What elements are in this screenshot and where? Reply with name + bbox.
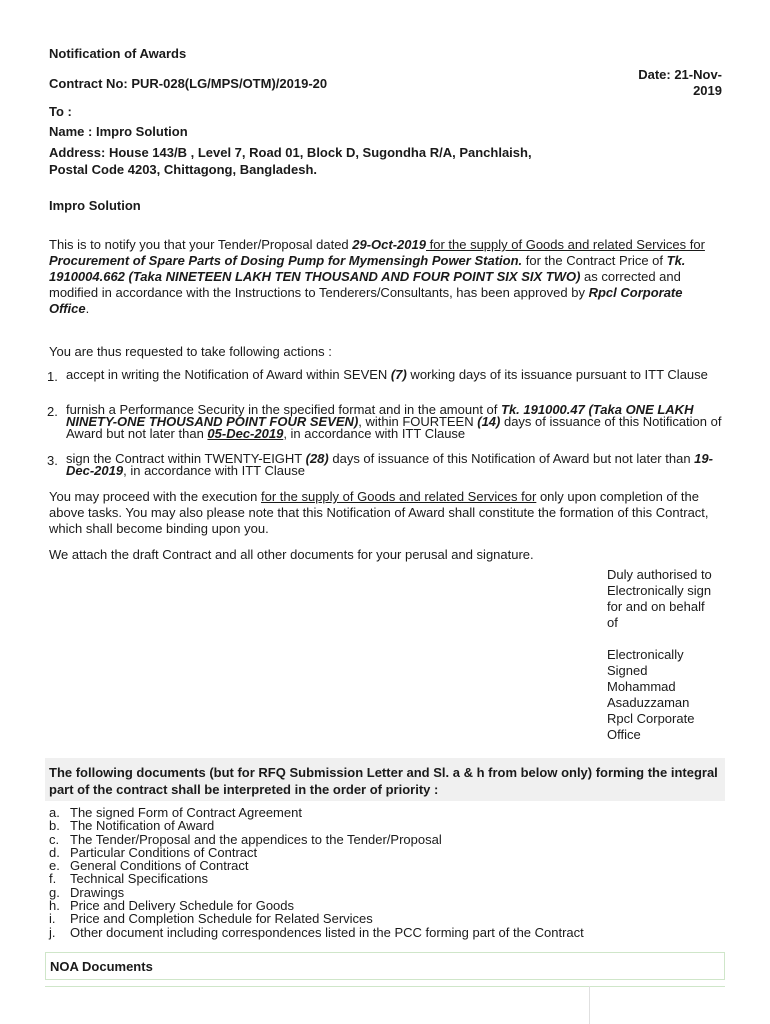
list-value: Price and Delivery Schedule for Goods bbox=[70, 898, 295, 914]
divider bbox=[45, 986, 725, 987]
list-item bbox=[49, 819, 584, 832]
p1-text-2: for the supply of Goods and related Services for bbox=[425, 237, 705, 252]
contract-price: Tk. 1910004.662 (Taka NINETEEN LAKH TEN THOUSAND AND FOUR POINT SIX SIX TWO) bbox=[49, 253, 686, 284]
list-key: a. bbox=[49, 805, 60, 820]
action-2-days: (14) bbox=[477, 414, 501, 429]
signature-line: Office bbox=[607, 727, 641, 742]
action-3-text-3: , in accordance with ITT Clause bbox=[123, 463, 305, 478]
action-number: 2. bbox=[47, 404, 58, 419]
signature-line: Electronically sign bbox=[607, 583, 712, 598]
p1-text-5: . bbox=[85, 301, 90, 316]
action-number: 1. bbox=[47, 369, 58, 384]
security-deadline: 05-Dec-2019 bbox=[207, 426, 284, 441]
list-key: b. bbox=[49, 818, 60, 834]
action-1-days: (7) bbox=[390, 367, 407, 382]
action-1-text-2: working days of its issuance pursuant to ITT Clause bbox=[406, 367, 708, 382]
approving-office: Rpcl Corporate Office bbox=[49, 285, 683, 316]
actions-intro: You are thus requested to take following actions : bbox=[49, 344, 332, 359]
list-value: The Notification of Award bbox=[70, 818, 215, 834]
performance-security-amount: Tk. 191000.47 (Taka ONE LAKH NINETY-ONE THOUSAND POINT FOUR SEVEN) bbox=[66, 402, 694, 429]
list-key: j. bbox=[49, 924, 56, 940]
signature-line: Rpcl Corporate bbox=[607, 711, 695, 726]
signature-authority bbox=[607, 567, 732, 631]
signature-line: Duly authorised to bbox=[607, 567, 712, 582]
action-number: 3. bbox=[47, 453, 58, 468]
p2-text-2: only upon completion of the above tasks. You may also please note that this Notification of Award shall constitute the formation of this Contract, which shall become binding upon you. bbox=[49, 489, 709, 536]
p2-underlined: for the supply of Goods and related Services for bbox=[261, 489, 537, 504]
list-item bbox=[49, 886, 584, 899]
list-value: Price and Completion Schedule for Related Services bbox=[70, 911, 373, 927]
signature-line: Signed bbox=[607, 663, 648, 678]
tender-date: 29-Oct-2019 bbox=[352, 237, 426, 252]
address-line-1: Address: House 143/B , Level 7, Road 01, Block D, Sugondha R/A, Panchlaish, bbox=[49, 145, 532, 160]
salutation: Impro Solution bbox=[49, 198, 141, 213]
p1-text-3: for the Contract Price of bbox=[522, 253, 667, 268]
action-text bbox=[66, 369, 726, 381]
list-key: h. bbox=[49, 898, 60, 914]
action-text bbox=[66, 404, 726, 440]
divider bbox=[589, 986, 590, 1024]
list-value: Particular Conditions of Contract bbox=[70, 844, 258, 860]
list-value: Other document including correspondences listed in the PCC forming part of the Contract bbox=[70, 924, 584, 940]
list-item bbox=[49, 806, 584, 819]
list-key: d. bbox=[49, 844, 60, 860]
list-value: Drawings bbox=[70, 884, 125, 900]
award-paragraph bbox=[49, 237, 721, 317]
list-item bbox=[49, 872, 584, 885]
recipient-address bbox=[49, 144, 532, 178]
signature-line: Mohammad bbox=[607, 679, 676, 694]
list-key: f. bbox=[49, 871, 57, 887]
p1-text-4: as corrected and modified in accordance with the Instructions to Tenderers/Consultants, has been approved by bbox=[49, 269, 681, 300]
list-key: i. bbox=[49, 911, 56, 927]
action-2-text-4: , in accordance with ITT Clause bbox=[283, 426, 466, 441]
list-key: g. bbox=[49, 884, 60, 900]
award-date bbox=[560, 67, 722, 99]
list-item bbox=[49, 926, 584, 939]
list-item bbox=[49, 899, 584, 912]
list-value: The Tender/Proposal and the appendices to the Tender/Proposal bbox=[70, 831, 442, 847]
documents-heading: The following documents (but for RFQ Submission Letter and Sl. a & h from below only) forming the integral part of the contract shall be interpreted in the order of priority : bbox=[49, 765, 718, 797]
list-value: The signed Form of Contract Agreement bbox=[70, 805, 302, 820]
list-key: c. bbox=[49, 831, 60, 847]
list-key: e. bbox=[49, 858, 60, 874]
action-3-text-1: sign the Contract within TWENTY-EIGHT bbox=[66, 451, 306, 466]
list-item bbox=[49, 859, 584, 872]
p2-text-1: You may proceed with the execution bbox=[49, 489, 261, 504]
contract-number: Contract No: PUR-028(LG/MPS/OTM)/2019-20 bbox=[49, 76, 328, 91]
list-item bbox=[49, 833, 584, 846]
action-2-text-3: days of issuance of this Notification of Award but not later than bbox=[66, 414, 722, 441]
document-title: Notification of Awards bbox=[49, 46, 187, 61]
action-2-text-2: , within FOURTEEN bbox=[358, 414, 478, 429]
execution-paragraph bbox=[49, 489, 721, 537]
signature-line: Electronically bbox=[607, 647, 684, 662]
to-label: To : bbox=[49, 104, 72, 119]
list-item bbox=[49, 846, 584, 859]
action-2-text-1: furnish a Performance Security in the specified format and in the amount of bbox=[66, 402, 502, 417]
action-3-text-2: days of issuance of this Notification of Award but not later than bbox=[328, 451, 695, 466]
procurement-title: Procurement of Spare Parts of Dosing Pump for Mymensingh Power Station. bbox=[49, 253, 523, 268]
signing-deadline: 19-Dec-2019 bbox=[66, 451, 713, 478]
list-value: General Conditions of Contract bbox=[70, 858, 249, 874]
action-text bbox=[66, 453, 726, 477]
award-date-line1: Date: 21-Nov- bbox=[638, 67, 722, 82]
list-item bbox=[49, 912, 584, 925]
award-date-line2: 2019 bbox=[693, 83, 722, 98]
address-line-2: Postal Code 4203, Chittagong, Bangladesh. bbox=[49, 162, 317, 177]
action-1-text-1: accept in writing the Notification of Award within SEVEN bbox=[66, 367, 391, 382]
attachment-paragraph: We attach the draft Contract and all other documents for your perusal and signature. bbox=[49, 547, 534, 562]
signature-signer bbox=[607, 647, 732, 743]
recipient-name: Name : Impro Solution bbox=[49, 124, 188, 139]
noa-documents-heading: NOA Documents bbox=[50, 959, 153, 974]
signature-line: of bbox=[607, 615, 618, 630]
p1-text-1: This is to notify you that your Tender/Proposal dated bbox=[49, 237, 353, 252]
signature-line: for and on behalf bbox=[607, 599, 705, 614]
signature-line: Asaduzzaman bbox=[607, 695, 690, 710]
action-3-days: (28) bbox=[305, 451, 329, 466]
documents-list bbox=[49, 806, 584, 939]
noa-documents-panel bbox=[45, 952, 725, 980]
list-value: Technical Specifications bbox=[70, 871, 209, 887]
